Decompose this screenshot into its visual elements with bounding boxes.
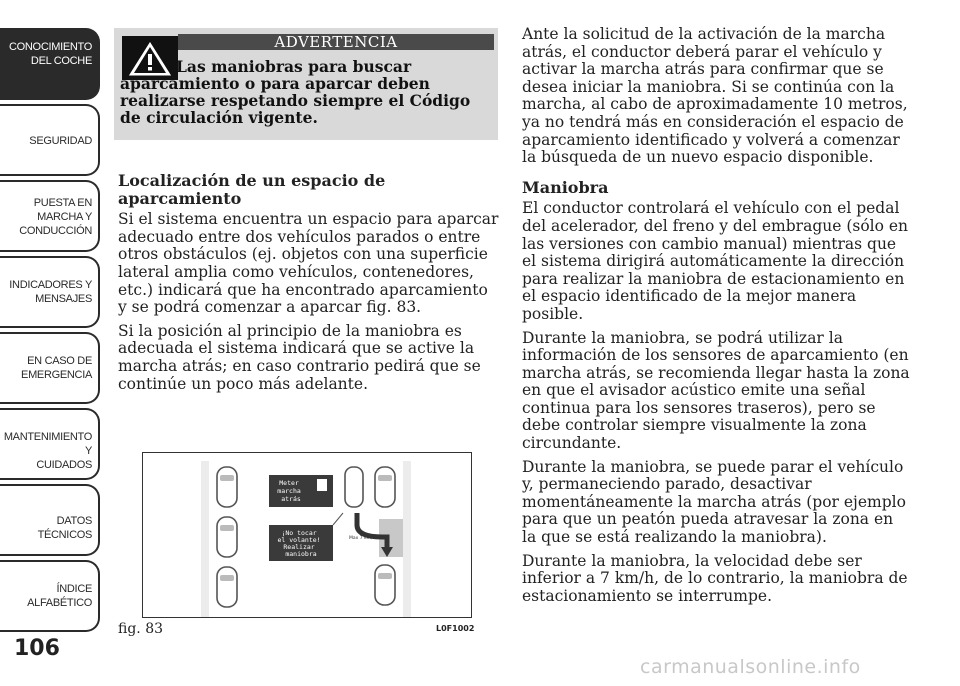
- parking-diagram: [143, 453, 471, 617]
- speed-limit-label: Max 7 km/h: [349, 536, 376, 541]
- tab-label-line: ÍNDICE: [56, 583, 92, 595]
- display-line: Realizar: [283, 543, 315, 551]
- tab-label-line: EMERGENCIA: [21, 369, 92, 381]
- tab-label-line: CUIDADOS: [36, 459, 92, 471]
- paragraph: Ante la solicitud de la activación de la marcha atrás, el conductor deberá parar el vehículo y activar la marcha atrás para confirmar que se desea iniciar la maniobra. Si se continúa con la marcha, al cabo de aproximadamente 10 metros, ya no tendrá más en consideración el espacio de aparcamiento identificado y volverá a comenzar la búsqueda de un nuevo espacio disponible.: [522, 25, 908, 167]
- tab-indice-alfabetico[interactable]: [0, 560, 100, 632]
- tab-label-line: PUESTA EN: [33, 197, 92, 209]
- paragraph: Durante la maniobra, se puede parar el vehículo y, permaneciendo parado, desactivar momentáneamente la marcha atrás (por ejemplo para que un peatón pueda atravesar la zona en la que se está realizando la maniobra).: [522, 457, 906, 547]
- section-heading: Localización de un espacio de aparcamiento: [118, 171, 386, 208]
- tab-label-line: INDICADORES Y: [9, 279, 92, 291]
- display-line: ¡No tocar: [281, 529, 317, 537]
- tab-puesta-en-marcha[interactable]: [0, 180, 100, 252]
- display-line: Meter: [279, 479, 299, 487]
- warning-box: [114, 28, 498, 140]
- tab-conocimiento-del-coche[interactable]: [0, 28, 100, 100]
- warning-title: ADVERTENCIA: [178, 34, 494, 50]
- warning-text: Las maniobras para buscar aparcamiento o para aparcar deben realizarse respetando siempre el Código de circulación vigente.: [120, 57, 471, 127]
- right-column: [522, 26, 912, 611]
- svg-text:Meter marcha atrás: [277, 479, 304, 503]
- watermark: carmanualsonline.info: [640, 656, 861, 678]
- tab-indicadores-y-mensajes[interactable]: [0, 256, 100, 328]
- page-number: 106: [14, 636, 60, 661]
- display-line: maniobra: [285, 550, 317, 558]
- parking-figure: [142, 452, 472, 618]
- tab-label-line: MARCHA Y: [37, 211, 92, 223]
- gear-r-icon: [317, 479, 327, 491]
- tab-label-line: CONDUCCIÓN: [19, 225, 92, 237]
- tab-label-line: MENSAJES: [35, 293, 92, 305]
- paragraph: El conductor controlará el vehículo con el pedal del acelerador, del freno y del embrague (sólo en las versiones con cambio manual) mientras que el sistema dirigirá automáticamente la dirección para realizar la maniobra de estacionamiento en el espacio identificado de la mejor manera posible.: [522, 199, 909, 323]
- paragraph: Si el sistema encuentra un espacio para aparcar adecuado entre dos vehículos parados o entre otros obstáculos (ej. objetos con una superficie lateral amplia como vehículos, contenedores, etc.) indicará que ha encontrado aparcamiento y se podrá comenzar a aparcar fig. 83.: [118, 210, 499, 317]
- left-column: [118, 172, 500, 399]
- tab-label-line: DATOS TÉCNICOS: [37, 515, 92, 541]
- display-line: el volante!: [277, 536, 321, 544]
- tab-label-line: ALFABÉTICO: [27, 597, 92, 609]
- tab-mantenimiento-y-cuidados[interactable]: [0, 408, 100, 480]
- tab-label-line: DEL COCHE: [30, 55, 92, 67]
- tab-label-line: SEGURIDAD: [29, 135, 92, 147]
- tab-label-line: MANTENIMIENTO Y: [3, 431, 92, 457]
- tab-label-line: EN CASO DE: [27, 355, 92, 367]
- tab-seguridad[interactable]: [0, 104, 100, 176]
- paragraph: Durante la maniobra, la velocidad debe ser inferior a 7 km/h, de lo contrario, la maniobra de estacionamiento se interrumpe.: [522, 551, 908, 605]
- tab-label-line: CONOCIMIENTO: [9, 41, 92, 53]
- display-line: marcha: [277, 487, 301, 495]
- tab-en-caso-de-emergencia[interactable]: [0, 332, 100, 404]
- tab-datos-tecnicos[interactable]: [0, 484, 100, 556]
- paragraph: Si la posición al principio de la maniobra es adecuada el sistema indicará que se active la marcha atrás; en caso contrario pedirá que se continúe un poco más adelante.: [118, 321, 481, 393]
- section-heading: Maniobra: [522, 177, 609, 197]
- figure-label: fig. 83: [118, 621, 164, 637]
- paragraph: Durante la maniobra, se podrá utilizar la información de los sensores de aparcamiento (en marcha atrás, se recomienda llegar hasta la zona en que el avisador acústico emite una señal continua para los sensores traseros), pero se debe controlar siempre visualmente la zona circundante.: [522, 328, 910, 453]
- display-line: atrás: [281, 495, 301, 503]
- figure-code: L0F1002: [436, 624, 475, 633]
